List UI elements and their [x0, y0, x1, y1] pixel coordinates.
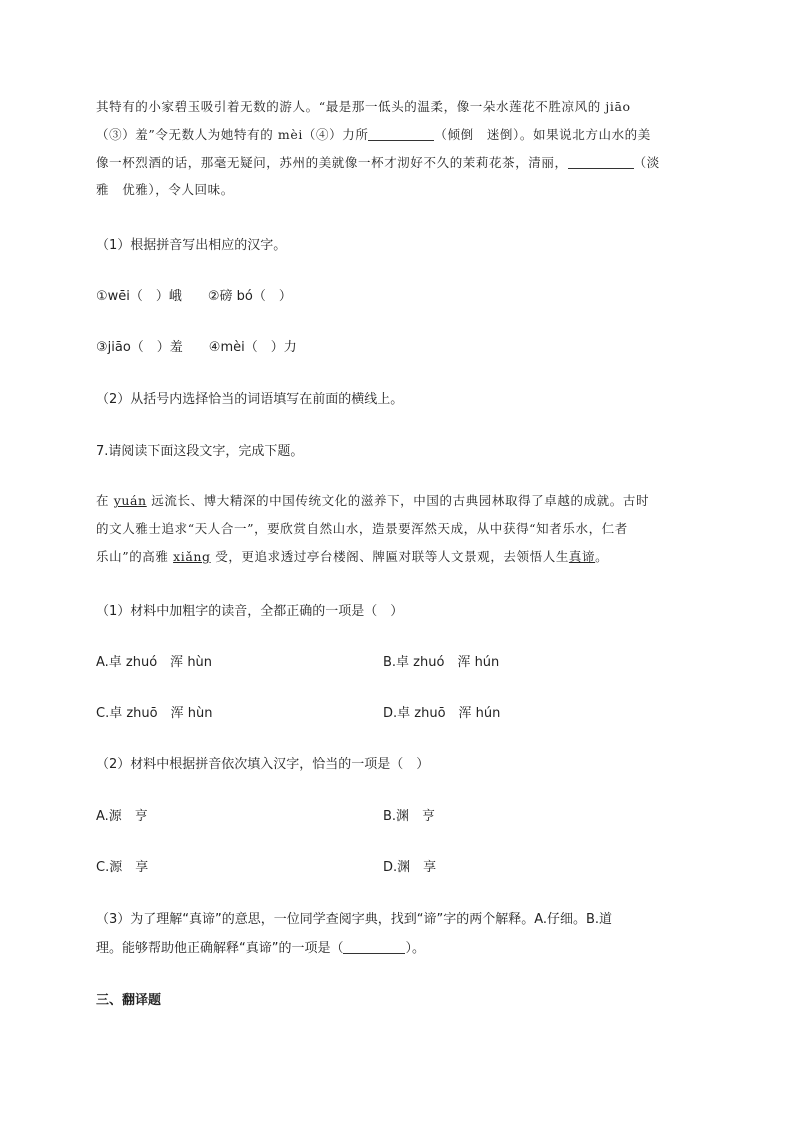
q7-sub2-prompt: （2）材料中根据拼音依次填入汉字，恰当的一项是（ ） — [96, 757, 430, 772]
q7-passage-line1 — [96, 491, 649, 509]
passage1-line2-text-b: （倾倒 迷倒）。如果说北方山水的美 — [434, 127, 651, 142]
q7-sub1-prompt: （1）材料中加粗字的读音，全都正确的一项是（ ） — [96, 604, 404, 619]
passage1-line3 — [96, 153, 660, 171]
answer-blank[interactable] — [343, 941, 405, 954]
q7-sub1-option-a[interactable]: A.卓 zhuó 浑 hùn — [96, 655, 213, 670]
section-heading-translation: 三、翻译题 — [96, 993, 162, 1008]
q7-sub1-option-c[interactable]: C.卓 zhuō 浑 hùn — [96, 706, 213, 721]
q7-sub2-option-d[interactable]: D.渊 享 — [383, 860, 437, 875]
passage1-line2 — [96, 125, 651, 143]
answer-blank[interactable] — [568, 156, 634, 169]
q7-line1-text-a: 在 — [96, 493, 114, 508]
q7-title: 7.请阅读下面这段文字，完成下题。 — [96, 444, 304, 459]
passage1-line3-text-b: （淡 — [633, 155, 660, 170]
underlined-zhendi: 真谛 — [568, 549, 596, 564]
passage1-line3-text-a: 像一杯烈酒的话，那毫无疑问，苏州的美就像一杯才沏好不久的茉莉花茶，清丽， — [96, 155, 568, 170]
q7-sub3-line1: （3）为了理解“真谛”的意思，一位同学查阅字典，找到“谛”字的两个解释。A.仔细。B.道 — [96, 912, 613, 927]
q7-line3-text-a: 乐山”的高雅 — [96, 549, 174, 564]
q7-passage-line3 — [96, 547, 608, 565]
q7-sub2-option-c[interactable]: C.源 享 — [96, 860, 149, 875]
q7-sub3-line2-text-b: ）。 — [405, 941, 425, 956]
answer-blank[interactable] — [368, 128, 434, 141]
q1-row1: ①wēi（ ）峨 ②磅 bó（ ） — [96, 289, 292, 304]
q7-sub2-option-a[interactable]: A.源 亨 — [96, 809, 148, 824]
q7-sub2-option-b[interactable]: B.渊 亨 — [383, 809, 436, 824]
q7-passage-line2: 的文人雅士追求“天人合一”，要欣赏自然山水，造景要浑然天成，从中获得“知者乐水，仁者 — [96, 521, 628, 536]
q7-line3-text-c: 。 — [595, 549, 609, 564]
q1-row2: ③jiāo（ ）羞 ④mèi（ ）力 — [96, 340, 297, 355]
q7-sub1-option-d[interactable]: D.卓 zhuō 浑 hún — [383, 706, 501, 721]
pinyin-yuan: yuán — [113, 493, 147, 508]
pinyin-xiang: xiǎng — [173, 549, 211, 564]
passage1-line1: 其特有的小家碧玉吸引着无数的游人。“最是那一低头的温柔，像一朵水莲花不胜凉风的 jiāo — [96, 99, 631, 114]
q2-prompt: （2）从括号内选择恰当的词语填写在前面的横线上。 — [96, 392, 404, 407]
q7-sub3-line2 — [96, 937, 425, 956]
passage1-line4: 雅 优雅），令人回味。 — [96, 182, 234, 197]
q7-line1-text-b: 远流长、博大精深的中国传统文化的滋养下，中国的古典园林取得了卓越的成就。古时 — [146, 493, 650, 508]
q7-sub3-line2-text-a: 理。能够帮助他正确解释“真谛”的一项是（ — [96, 941, 344, 956]
q7-sub1-option-b[interactable]: B.卓 zhuó 浑 hún — [383, 655, 500, 670]
q1-prompt: （1）根据拼音写出相应的汉字。 — [96, 238, 287, 253]
q7-line3-text-b: 受，更追求透过亭台楼阁、牌匾对联等人文景观，去领悟人生 — [210, 549, 569, 564]
passage1-line2-text-a: （③）羞”令无数人为她特有的 mèi（④）力所 — [96, 127, 369, 142]
